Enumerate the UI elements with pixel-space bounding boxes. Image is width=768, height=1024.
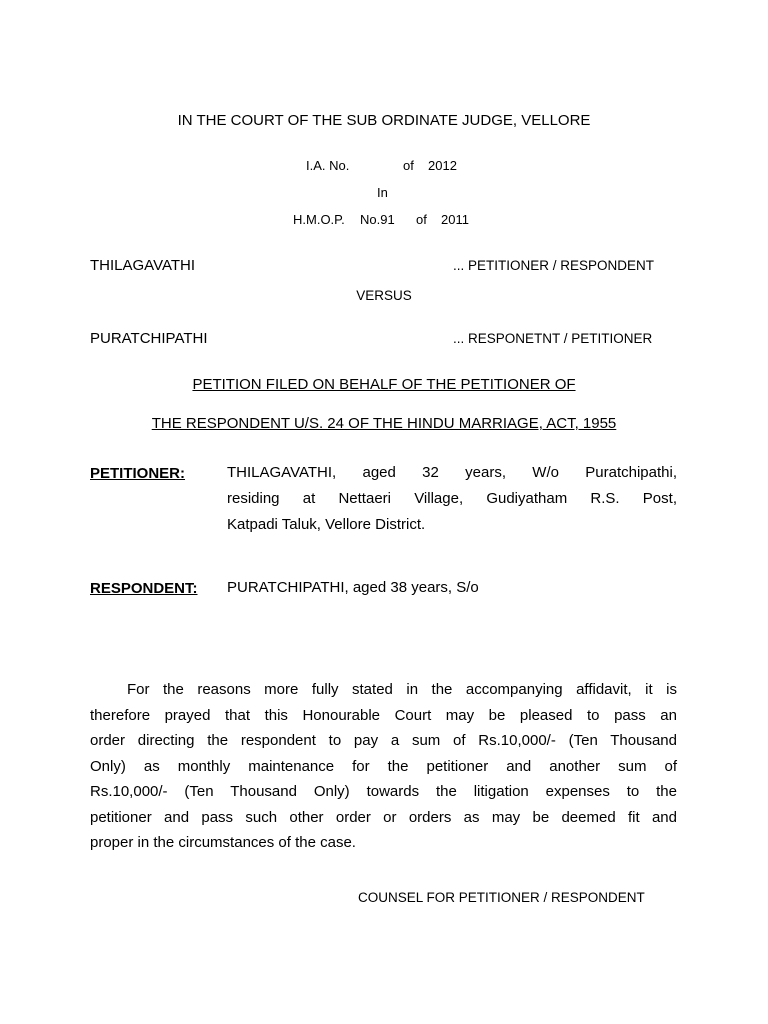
prayer-paragraph [90,677,677,856]
counsel-signature-line: COUNSEL FOR PETITIONER / RESPONDENT [358,890,645,905]
in-word: In [377,185,388,200]
prayer-line: Only) as monthly maintenance for the petitioner and another sum of [90,757,677,775]
second-party-name: PURATCHIPATHI [90,330,208,347]
first-party-role: ... PETITIONER / RESPONDENT [453,258,655,273]
ia-number-label: I.A. No. [306,158,350,173]
hmop-number: No.91 [360,212,395,227]
respondent-details [227,575,677,601]
petition-heading-line-1: PETITION FILED ON BEHALF OF THE PETITIONER OF [192,376,576,393]
hmop-year: 2011 [441,212,469,227]
hmop-label: H.M.O.P. [293,212,345,227]
court-title: IN THE COURT OF THE SUB ORDINATE JUDGE, VELLORE [177,112,591,129]
second-party-role: ... RESPONETNT / PETITIONER [453,331,653,346]
petitioner-detail-line: Katpadi Taluk, Vellore District. [227,516,426,533]
ia-of-word: of [403,158,414,173]
petition-heading-line-2: THE RESPONDENT U/S. 24 OF THE HINDU MARRIAGE, ACT, 1955 [151,415,617,432]
prayer-line: order directing the respondent to pay a sum of Rs.10,000/- (Ten Thousand [90,732,677,749]
versus-label: VERSUS [356,288,412,303]
prayer-line: Rs.10,000/- (Ten Thousand Only) towards the litigation expenses to the [90,783,677,800]
prayer-line: For the reasons more fully stated in the accompanying affidavit, it is [127,681,677,698]
prayer-line: therefore prayed that this Honourable Court may be pleased to pass an [90,706,677,724]
petitioner-detail-line: THILAGAVATHI, aged 32 years, W/o Puratchipathi, [227,464,677,481]
prayer-line: petitioner and pass such other order or orders as may be deemed fit and [90,808,677,826]
respondent-detail-line: PURATCHIPATHI, aged 38 years, S/o [227,579,479,596]
petitioner-label: PETITIONER: [90,465,186,482]
prayer-line: proper in the circumstances of the case. [90,834,356,851]
respondent-label: RESPONDENT: [90,580,198,597]
petitioner-details [227,460,677,538]
hmop-of-word: of [416,212,427,227]
petitioner-detail-line: residing at Nettaeri Village, Gudiyatham R.S. Post, [227,490,677,507]
first-party-name: THILAGAVATHI [90,257,196,274]
ia-year: 2012 [428,158,457,173]
